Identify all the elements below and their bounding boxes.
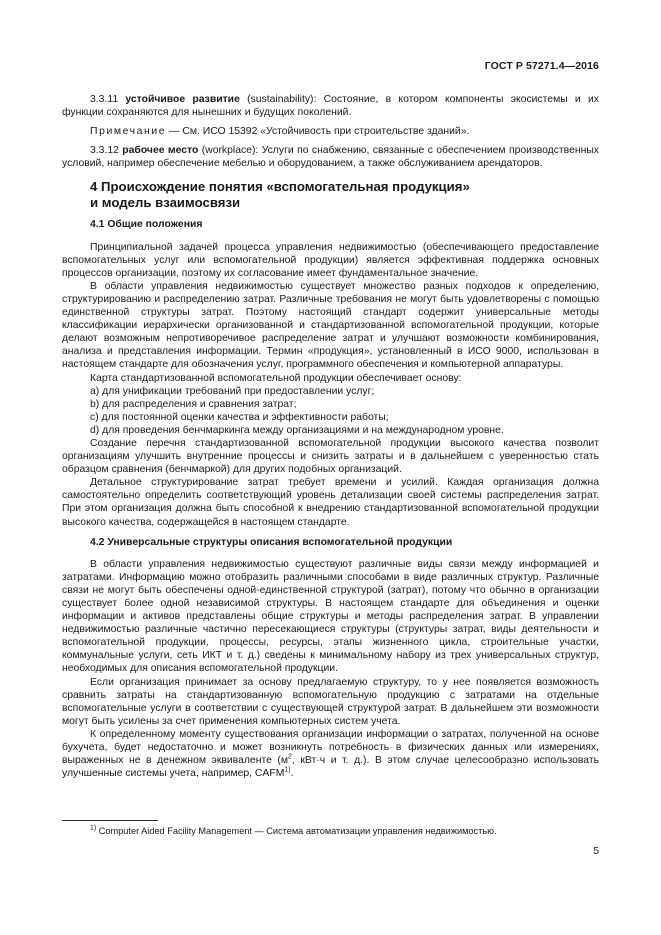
clause-definition: (workplace): Услуги по снабжению, связанные с обеспечением производственных условий, например обеспечение мебелью и оборудованием, а также обслуживанием арендаторов. xyxy=(62,145,600,170)
page-header-standard-code: ГОСТ Р 57271.4—2016 xyxy=(484,60,599,72)
footnote-separator xyxy=(62,820,158,821)
footnote xyxy=(90,825,599,837)
clause-3-3-11 xyxy=(62,93,599,119)
section-4-title-line2: и модель взаимосвязи xyxy=(90,195,241,211)
note-label: Примечание xyxy=(90,126,167,138)
page-content xyxy=(62,93,599,780)
clause-definition: (sustainability): Состояние, в котором компоненты экосистемы и их функции сохраняются для нынешних и будущих поколений. xyxy=(62,94,599,119)
section-4-1-heading: 4.1 Общие положения xyxy=(90,219,203,231)
footnote-reference[interactable]: 1) xyxy=(284,766,291,774)
paragraph: В области управления недвижимостью существуют различные виды связи между информацией и затратами. Информацию можно отобразить различными способами в виде различных структур. Различные связи не могут быть обеспечены одной-единственной структурой (затрат), потому что обычно в организации существует более одной независимой структуры. В настоящем стандарте для объединения и оценки информации и активов представлены общие структуры и методы распределения затрат. В управлении недвижимостью различные частично пересекающиеся структуры (структуры затрат, виды деятельности и вспомогательной продукции, процессы, ресурсы, этапы жизненного цикла, строительные участки, коммунальные услуги, сеть ИКТ и т. д.) сведены к минимальному набору из трех универсальных структур, необходимых для описания вспомогательной продукции. xyxy=(62,558,599,675)
paragraph: Детальное структурирование затрат требует времени и усилий. Каждая организация должна самостоятельно определить соответствующий уровень детализации своей системы распределения затрат. При этом организация должна быть способной к внедрению стандартизованной вспомогательной продукции высокого качества, содержащейся в настоящем стандарте. xyxy=(62,477,599,528)
section-4-2-heading: 4.2 Универсальные структуры описания вспомогательной продукции xyxy=(90,536,453,548)
paragraph: Создание перечня стандартизованной вспомогательной продукции высокого качества позволит организациям улучшить внутренние процессы и снизить затраты и в дальнейшем с уверенностью стать образцом сравнения (бенчмаркой) для других подобных организаций. xyxy=(62,437,599,476)
paragraph: Принципиальной задачей процесса управления недвижимостью (обеспечивающего предоставление вспомогательных услуг или вспомогательной продукции) является эффективная поддержка основных процессов организации, поэтому их согласование имеет фундаментальное значение. xyxy=(62,241,599,279)
clause-3-3-12 xyxy=(62,144,599,170)
list-item: a) для унификации требований при предоставлении услуг; xyxy=(90,385,375,397)
paragraph: Если организация принимает за основу предлагаемую структуру, то у нее появляется возможность сравнить затраты на стандартизованную вспомогательную продукцию с затратами на отдельные вспомогательные услуги в соответствии с существующей структурой затрат. В дальнейшем эти возможности могут быть усилены за счет применения компьютерных систем учета. xyxy=(62,676,599,727)
footnote-mark: 1) xyxy=(90,824,97,832)
clause-number: 3.3.11 xyxy=(90,94,119,105)
text-run: , кВт·ч и т. д.). В этом случае целесообразно использовать улучшенные системы учета, например, CAFM xyxy=(62,755,600,780)
page-number: 5 xyxy=(593,846,599,857)
paragraph-with-footnote xyxy=(62,728,599,780)
list-item: b) для распределения и сравнения затрат; xyxy=(90,398,297,410)
note-paragraph xyxy=(62,125,599,138)
paragraph: В области управления недвижимостью существует множество разных подходов к определению, структурированию и распределению затрат. Различные требования не могут быть удовлетворены с помощью единственной структуры затрат. Поэтому настоящий стандарт содержит универсальные методы классификации иерархически организованной и стандартизованной вспомогательной продукции, которые делают возможным непротиворечивое распределение затрат и улучшают возможности комбинирования, анализа и представления информации. Термин «продукция», установленный в ИСО 9000, использован в настоящем стандарте для обозначения услуг, программного обеспечения и компьютерной аппаратуры. xyxy=(62,280,599,371)
superscript-2: 2 xyxy=(288,753,292,761)
text-run: К определенному моменту существования организации информации о затратах, полученной на основе бухучета, будет недостаточно и может возникнуть потребность в физических данных или измерениях, выраженных не в денежном эквиваленте (м xyxy=(62,728,599,767)
clause-number: 3.3.12 xyxy=(90,145,119,157)
list-item: c) для постоянной оценки качества и эффективности работы; xyxy=(90,411,389,423)
section-4-heading xyxy=(62,179,599,211)
text-run: . xyxy=(290,768,294,780)
note-text: — См. ИСО 15392 «Устойчивость при строительстве зданий». xyxy=(166,126,470,138)
term-sustainability: устойчивое развитие xyxy=(125,94,240,105)
list-item: d) для проведения бенчмаркинга между организациями и на международном уровне. xyxy=(90,424,504,436)
section-4-title-line1: 4 Происхождение понятия «вспомогательная продукция» xyxy=(90,179,470,195)
footnote-text: Computer Aided Facility Management — Система автоматизации управления недвижимостью. xyxy=(96,826,497,836)
term-workplace: рабочее место xyxy=(122,145,199,157)
paragraph: Карта стандартизованной вспомогательной продукции обеспечивает основу: xyxy=(90,372,462,384)
